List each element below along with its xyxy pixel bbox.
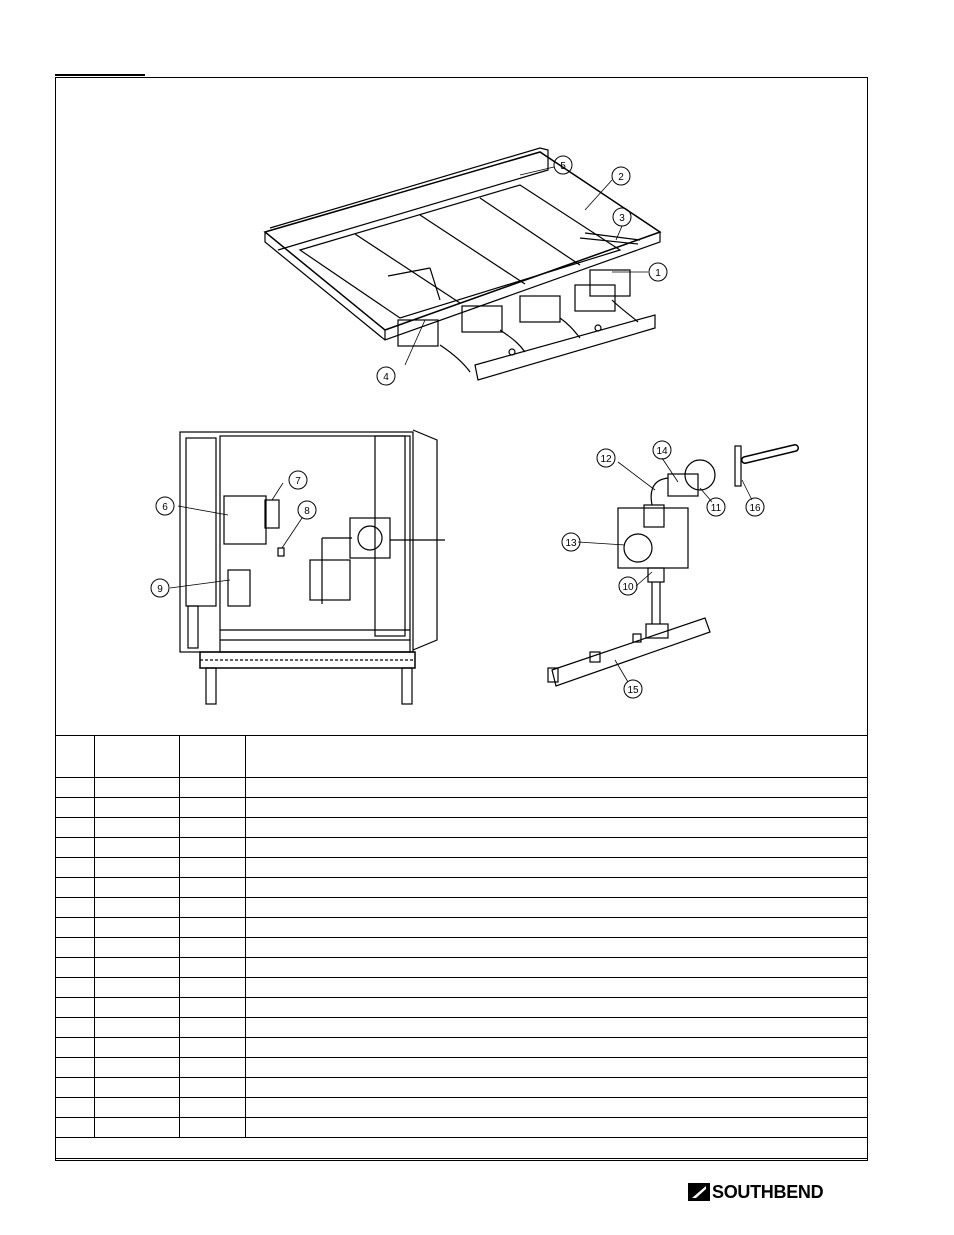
table-cell — [180, 1058, 246, 1078]
table-cell — [180, 938, 246, 958]
table-cell — [95, 1058, 180, 1078]
table-cell — [95, 998, 180, 1018]
table-cell — [56, 838, 95, 858]
table-cell — [246, 1018, 868, 1038]
table-cell — [180, 798, 246, 818]
table-cell — [56, 898, 95, 918]
table-cell — [56, 1058, 95, 1078]
table-cell — [95, 838, 180, 858]
table-cell — [246, 798, 868, 818]
table-row — [56, 918, 868, 938]
table-cell — [246, 898, 868, 918]
table-row — [56, 778, 868, 798]
table-cell — [180, 918, 246, 938]
table-cell — [56, 858, 95, 878]
table-cell — [56, 818, 95, 838]
callout-5: 5 — [560, 161, 566, 172]
table-cell — [180, 958, 246, 978]
callout-10: 10 — [622, 582, 634, 593]
table-cell — [180, 778, 246, 798]
table-cell — [180, 1078, 246, 1098]
gas-valve-assembly — [548, 446, 795, 686]
table-cell — [56, 1038, 95, 1058]
table-cell — [246, 818, 868, 838]
table-cell — [246, 1058, 868, 1078]
table-cell — [95, 898, 180, 918]
table-cell — [180, 998, 246, 1018]
callout-6: 6 — [162, 502, 168, 513]
table-row — [56, 978, 868, 998]
table-cell — [246, 1038, 868, 1058]
table-cell — [246, 838, 868, 858]
table-cell — [95, 878, 180, 898]
table-cell — [246, 938, 868, 958]
table-cell — [95, 918, 180, 938]
callout-2: 2 — [618, 172, 624, 183]
callout-3: 3 — [619, 213, 625, 224]
table-cell — [95, 818, 180, 838]
table-row — [56, 878, 868, 898]
table-row — [56, 1058, 868, 1078]
table-cell — [95, 958, 180, 978]
table-cell — [180, 1038, 246, 1058]
table-cell — [180, 878, 246, 898]
table-cell — [95, 978, 180, 998]
table-cell — [95, 1038, 180, 1058]
table-cell — [56, 736, 95, 778]
table-cell — [246, 1098, 868, 1118]
table-cell — [95, 736, 180, 778]
table-cell — [95, 938, 180, 958]
table-row — [56, 838, 868, 858]
burner-tray-assembly — [265, 148, 660, 380]
table-cell — [246, 1118, 868, 1138]
table-cell — [180, 736, 246, 778]
table-row — [56, 938, 868, 958]
table-cell — [180, 898, 246, 918]
table-cell — [56, 998, 95, 1018]
table-row — [56, 1118, 868, 1138]
table-row — [56, 958, 868, 978]
table-row — [56, 1018, 868, 1038]
table-cell — [95, 1118, 180, 1138]
table-row — [56, 1078, 868, 1098]
table-cell — [95, 1018, 180, 1038]
southbend-logo-mark-icon — [688, 1183, 710, 1201]
table-cell — [56, 958, 95, 978]
table-cell — [56, 798, 95, 818]
table-footer-cell — [56, 1138, 868, 1161]
table-footer-row — [56, 1138, 868, 1161]
callout-7: 7 — [295, 476, 301, 487]
brand-name: SOUTHBEND — [712, 1181, 824, 1202]
table-cell — [246, 878, 868, 898]
table-cell — [56, 1098, 95, 1118]
table-row — [56, 818, 868, 838]
table-cell — [180, 1018, 246, 1038]
callout-12: 12 — [600, 454, 612, 465]
table-row — [56, 736, 868, 778]
table-cell — [56, 918, 95, 938]
table-cell — [56, 1078, 95, 1098]
table-cell — [180, 978, 246, 998]
table-cell — [246, 918, 868, 938]
table-cell — [180, 1118, 246, 1138]
table-cell — [95, 1078, 180, 1098]
table-cell — [56, 878, 95, 898]
table-cell — [95, 1098, 180, 1118]
oven-side-view — [180, 430, 445, 704]
callout-15: 15 — [627, 685, 639, 696]
table-row — [56, 1038, 868, 1058]
parts-table — [55, 735, 868, 1161]
table-row — [56, 858, 868, 878]
table-cell — [56, 778, 95, 798]
table-cell — [180, 1098, 246, 1118]
table-cell — [246, 998, 868, 1018]
table-cell — [56, 938, 95, 958]
southbend-logo — [688, 1182, 823, 1202]
table-cell — [56, 1018, 95, 1038]
table-cell — [180, 858, 246, 878]
table-cell — [95, 778, 180, 798]
table-row — [56, 898, 868, 918]
table-cell — [95, 858, 180, 878]
callout-4: 4 — [383, 372, 389, 383]
callout-11: 11 — [710, 503, 722, 514]
callout-14: 14 — [656, 446, 668, 457]
table-cell — [246, 1078, 868, 1098]
table-cell — [246, 858, 868, 878]
table-row — [56, 1098, 868, 1118]
table-row — [56, 998, 868, 1018]
table-cell — [95, 798, 180, 818]
callout-9: 9 — [157, 584, 163, 595]
callout-8: 8 — [304, 506, 310, 517]
table-cell — [246, 958, 868, 978]
callout-13: 13 — [565, 538, 577, 549]
table-cell — [246, 778, 868, 798]
table-cell — [180, 838, 246, 858]
callout-1: 1 — [655, 268, 661, 279]
callout-16: 16 — [749, 503, 761, 514]
table-cell — [180, 818, 246, 838]
table-cell — [56, 1118, 95, 1138]
table-cell — [56, 978, 95, 998]
table-cell — [246, 978, 868, 998]
table-cell — [246, 736, 868, 778]
table-row — [56, 798, 868, 818]
